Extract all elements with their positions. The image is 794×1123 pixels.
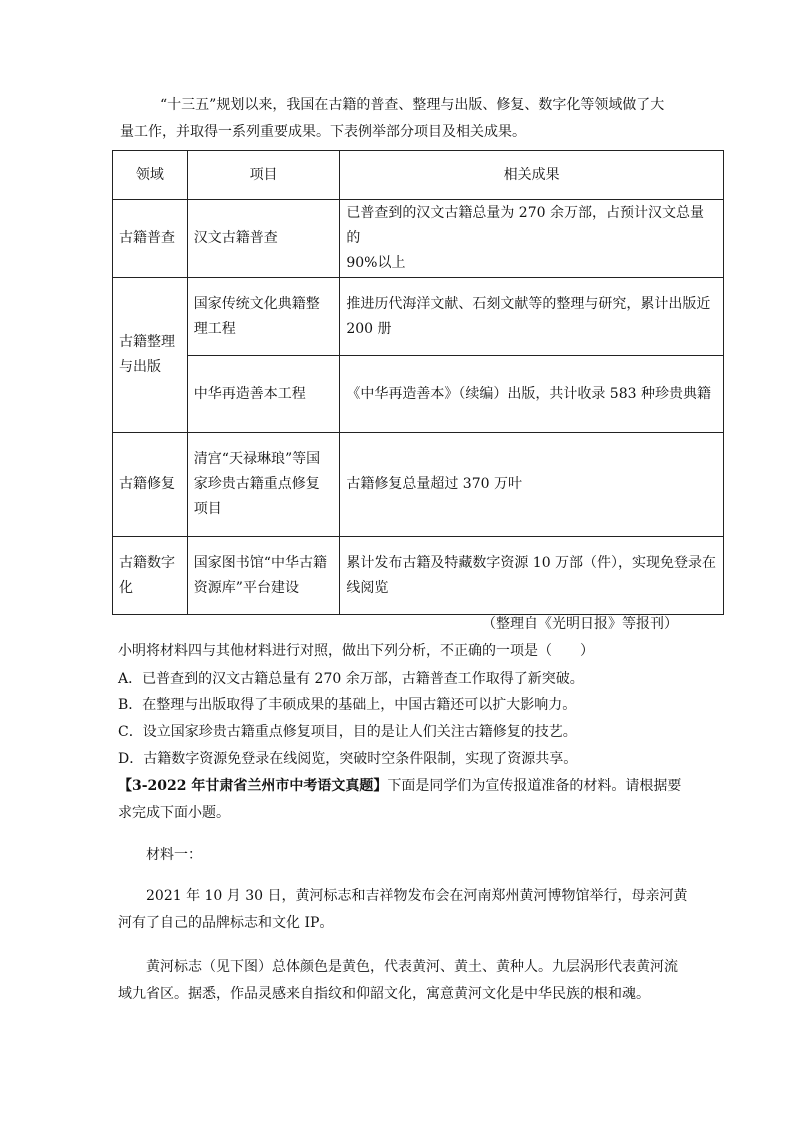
intro-line-2: 量工作，并取得一系列重要成果。下表例举部分项目及相关成果。 <box>120 124 526 140</box>
table-row <box>113 200 724 278</box>
table-row <box>113 537 724 615</box>
row4-project-line-2: 家珍贵古籍重点修复 <box>193 476 320 492</box>
row2-field-line-1: 古籍整理 <box>119 334 175 350</box>
table-row <box>113 433 724 537</box>
row5-result <box>340 537 724 615</box>
row4-project-line-3: 项目 <box>193 501 222 517</box>
row2-field-line-2: 与出版 <box>119 359 161 375</box>
row2-field <box>113 278 188 433</box>
row2-result <box>340 278 724 356</box>
intro-line-1: “十三五”规划以来，我国在古籍的普查、整理与出版、修复、数字化等领域做了大 <box>160 97 665 113</box>
row5-project-line-1: 国家图书馆“中华古籍 <box>193 554 327 571</box>
row1-result <box>340 200 724 278</box>
section-header <box>118 773 681 800</box>
section-tag: 【3-2022 年甘肃省兰州市中考语文真题】 <box>118 778 388 794</box>
question-stem: 小明将材料四与其他材料进行对照，做出下列分析，不正确的一项是（ ） <box>118 643 594 659</box>
row5-result-line-2: 线阅览 <box>346 579 389 596</box>
row3-project: 中华再造善本工程 <box>187 356 340 433</box>
source-note: （整理自《光明日报》等报刊） <box>482 616 678 632</box>
row2-result-line-1: 推进历代海洋文献、石刻文献等的整理与研究，累计出版近 <box>346 295 711 312</box>
paragraph-1-line-1: 2021 年 10 月 30 日，黄河标志和吉祥物发布会在河南郑州黄河博物馆举行，母亲河黄 <box>146 888 688 904</box>
row4-project-line-1: 清宫“天禄琳琅”等国 <box>193 451 321 467</box>
row1-field: 古籍普查 <box>113 200 188 278</box>
header-project: 项目 <box>187 151 340 200</box>
row3-result: 《中华再造善本》（续编）出版，共计收录 583 种珍贵典籍 <box>340 356 724 433</box>
option-c: C．设立国家珍贵古籍重点修复项目，目的是让人们关注古籍修复的技艺。 <box>118 724 577 740</box>
row5-result-line-1: 累计发布古籍及特藏数字资源 10 万部（件），实现免登录在 <box>346 554 717 571</box>
row1-result-line-1: 已普查到的汉文古籍总量为 270 余万部，占预计汉文总量的 <box>346 205 704 246</box>
row5-field-line-1: 古籍数字 <box>119 554 175 571</box>
table-row <box>113 356 724 433</box>
row5-field-line-2: 化 <box>119 579 133 596</box>
header-result: 相关成果 <box>340 151 724 200</box>
material-title: 材料一： <box>146 847 202 863</box>
paragraph-1-line-2: 河有了自己的品牌标志和文化 IP。 <box>118 915 334 931</box>
option-d: D．古籍数字资源免登录在线阅览，突破时空条件限制，实现了资源共享。 <box>118 751 578 767</box>
option-a: A．已普查到的汉文古籍总量有 270 余万部，古籍普查工作取得了新突破。 <box>118 671 584 687</box>
row2-project-line-2: 理工程 <box>193 320 236 337</box>
paragraph-2-line-2: 域九省区。据悉，作品灵感来自指纹和仰韶文化，寓意黄河文化是中华民族的根和魂。 <box>118 986 650 1002</box>
row4-project <box>187 433 340 537</box>
row5-field <box>113 537 188 615</box>
row4-result: 古籍修复总量超过 370 万叶 <box>340 433 724 537</box>
option-b: B．在整理与出版取得了丰硕成果的基础上，中国古籍还可以扩大影响力。 <box>118 697 577 713</box>
section-intro-text: 下面是同学们为宣传报道准备的材料。请根据要 <box>387 778 682 794</box>
row1-project: 汉文古籍普查 <box>187 200 340 278</box>
row5-project <box>187 537 340 615</box>
row5-project-line-2: 资源库”平台建设 <box>193 579 299 596</box>
section-line-2: 求完成下面小题。 <box>118 805 230 821</box>
header-field: 领域 <box>113 151 188 200</box>
table-row <box>113 278 724 356</box>
row2-project <box>187 278 340 356</box>
row2-result-line-2: 200 册 <box>346 320 392 337</box>
paragraph-2-line-1: 黄河标志（见下图）总体颜色是黄色，代表黄河、黄土、黄种人。九层涡形代表黄河流 <box>146 959 678 975</box>
row2-project-line-1: 国家传统文化典籍整 <box>193 295 320 312</box>
row4-field: 古籍修复 <box>113 433 188 537</box>
row1-result-line-2: 90%以上 <box>346 255 406 271</box>
achievements-table <box>112 150 724 615</box>
table-header-row <box>113 151 724 200</box>
